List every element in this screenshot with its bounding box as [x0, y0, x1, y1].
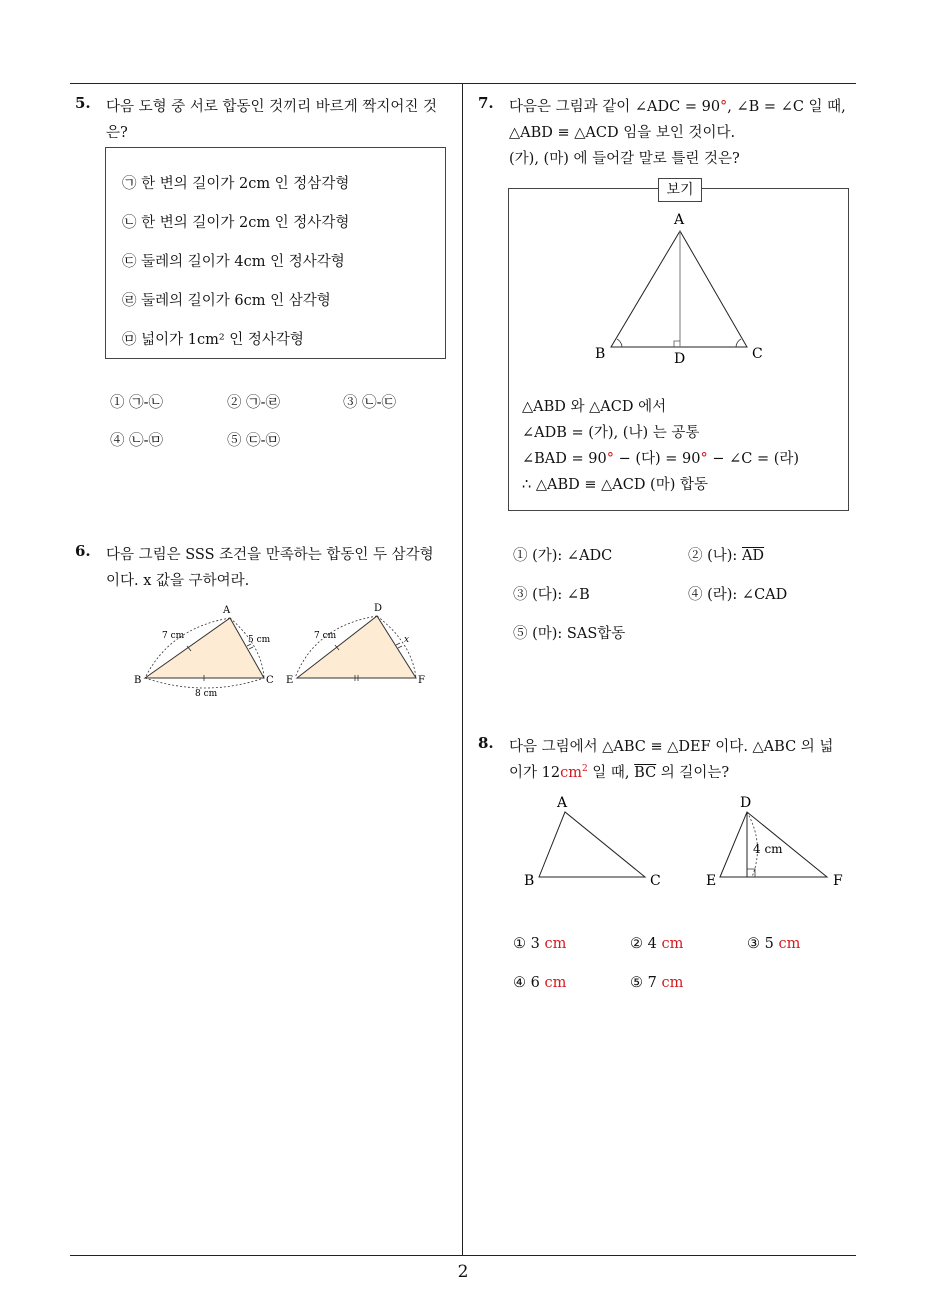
vertex-label-a: A [557, 795, 568, 811]
side-label-ac: 5 cm [248, 635, 271, 645]
choice-3[interactable]: ③ ㉡-㉢ [343, 395, 397, 411]
isosceles-triangle-figure [590, 208, 770, 368]
choice-2[interactable]: ② ㉠-㉣ [227, 395, 281, 411]
congruent-triangles-figure [130, 598, 430, 702]
choice-5[interactable]: ⑤ ㉢-㉤ [227, 433, 281, 449]
choice-1[interactable]: ① ㉠-㉡ [110, 395, 164, 411]
triangle-abc [145, 618, 264, 678]
box-item: ㉤ 넓이가 1cm² 인 정사각형 [122, 332, 304, 348]
vertex-label-c: C [266, 675, 274, 686]
choice-5[interactable]: ⑤ (마): SAS합동 [513, 626, 626, 642]
vertex-label-c: C [650, 873, 661, 889]
height-label: 4 cm [753, 842, 783, 856]
box-item: ㉣ 둘레의 길이가 6cm 인 삼각형 [122, 293, 331, 309]
vertex-label-e: E [706, 873, 717, 889]
box-item: ㉠ 한 변의 길이가 2cm 인 정삼각형 [122, 176, 350, 192]
choice-1[interactable]: ① 3 cm [513, 936, 567, 952]
side-label-ab: 7 cm [162, 631, 185, 641]
question-number: 7. [478, 94, 494, 112]
choice-2[interactable]: ② (나): $\overline{AD}$ [688, 548, 765, 564]
question-text: 다음 그림에서 △ABC ≡ △DEF 이다. △ABC 의 넓 [509, 739, 834, 755]
choice-1[interactable]: ① (가): ∠ADC [513, 548, 613, 564]
proof-line: △ABD 와 △ACD 에서 [522, 399, 667, 415]
question-text: 은? [106, 125, 128, 141]
triangle-def [297, 616, 416, 678]
choice-4[interactable]: ④ (라): ∠CAD [688, 587, 788, 603]
vertex-label-c: C [752, 346, 763, 362]
question-text: (가), (마) 에 들어갈 말로 틀린 것은? [509, 151, 740, 167]
vertex-label-b: B [134, 675, 142, 686]
choice-5[interactable]: ⑤ 7 cm [630, 975, 684, 991]
question-number: 8. [478, 734, 494, 752]
vertex-label-d: D [374, 603, 383, 614]
box-item: ㉢ 둘레의 길이가 4cm 인 정사각형 [122, 254, 345, 270]
choice-2[interactable]: ② 4 cm [630, 936, 684, 952]
side-label-df: x [404, 635, 410, 645]
choice-4[interactable]: ④ ㉡-㉤ [110, 433, 164, 449]
question-text: 이다. x 값을 구하여라. [106, 573, 250, 589]
top-rule [70, 83, 856, 84]
bottom-rule [70, 1255, 856, 1256]
vertex-label-d: D [674, 351, 686, 367]
vertex-label-f: F [418, 675, 425, 686]
vertex-label-f: F [833, 873, 843, 889]
side-label-bc: 8 cm [195, 689, 218, 699]
question-text: 다음 그림은 SSS 조건을 만족하는 합동인 두 삼각형 [106, 547, 434, 563]
question-text: 다음 도형 중 서로 합동인 것끼리 바르게 짝지어진 것 [106, 99, 438, 115]
proof-line: ∴ △ABD ≡ △ACD (마) 합동 [522, 477, 709, 493]
vertex-label-a: A [674, 212, 685, 228]
choice-4[interactable]: ④ 6 cm [513, 975, 567, 991]
vertex-label-b: B [595, 346, 606, 362]
choice-3[interactable]: ③ 5 cm [747, 936, 801, 952]
triangle-abc [539, 812, 645, 877]
choice-3[interactable]: ③ (다): ∠B [513, 587, 590, 603]
triangle-abc [611, 231, 747, 347]
question-number: 6. [75, 542, 91, 560]
question-number: 5. [75, 94, 91, 112]
vertex-label-a: A [223, 605, 231, 616]
example-legend: 보기 [658, 178, 702, 202]
congruent-triangles-figure [520, 792, 850, 892]
proof-line: ∠ADB = (가), (나) 는 공통 [522, 425, 700, 441]
vertex-label-b: B [524, 873, 535, 889]
question-text: 이가 $12cm^2$ 일 때, $\overline{BC}$ 의 길이는? [509, 764, 730, 781]
question-text: △ABD ≡ △ACD 임을 보인 것이다. [509, 125, 736, 141]
column-divider [462, 84, 463, 1256]
question-text: 다음은 그림과 같이 ∠ADC = 90°, ∠B = ∠C 일 때, [509, 99, 846, 115]
vertex-label-e: E [286, 675, 294, 686]
proof-line: ∠BAD = 90° − (다) = 90° − ∠C = (라) [522, 451, 800, 467]
side-label-de: 7 cm [314, 631, 337, 641]
vertex-label-d: D [740, 795, 752, 811]
page-number: 2 [457, 1262, 469, 1282]
box-item: ㉡ 한 변의 길이가 2cm 인 정사각형 [122, 215, 350, 231]
